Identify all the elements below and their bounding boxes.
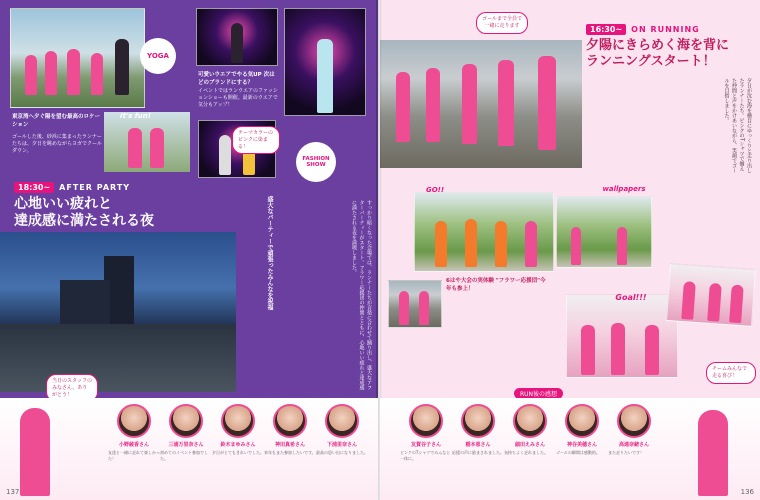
goal-photo-side	[666, 263, 756, 327]
running-tag	[586, 24, 700, 35]
staff-bubble: 当日のスタッフのみなさん、ありがとう！	[46, 374, 98, 402]
member-avatar	[461, 404, 495, 438]
fashion-photo-2	[284, 8, 366, 116]
goal-sticker: Goal!!!	[615, 292, 647, 302]
member-text: 気持ちよく走れました。	[504, 450, 548, 455]
after-party-body: すっかり暗くなった会場では、ランナーたちが音楽に合わせて踊り出し、盛大なアフターパーティーがスタート。フラワー応援団の仲間とともに、心地いい疲れと達成感に満たされる夜を満喫しました。	[351, 200, 372, 390]
fashion-caption-body: イベントではランウエアのファッションショーも開催。最新のウエアで気分もアップ！	[198, 88, 278, 108]
cheer-photo	[556, 196, 652, 268]
member-text: 来年もまた参加したいです。	[264, 450, 316, 455]
member-name: 小野綾香さん	[118, 442, 149, 448]
fashion-bubble: テーマカラーのピンクに染まる！	[232, 126, 280, 154]
party-photo	[0, 232, 236, 392]
member-avatar	[325, 404, 359, 438]
member-text: 最高の思い出になりました。	[316, 450, 368, 455]
after-party-col-heading: 盛大なパーティーで頑張ったみんなを祝福	[266, 196, 273, 310]
yoga-caption: 東京湾へ夕ぐ陽を望む最高のロケーション	[12, 114, 101, 128]
team-bubble: チームみんなで走る喜び！	[706, 362, 756, 384]
after-party-heading	[14, 196, 154, 230]
after-party-tag	[14, 182, 130, 193]
member-card	[608, 404, 660, 496]
running-photo	[380, 40, 582, 168]
member-avatar	[565, 404, 599, 438]
member-card	[556, 404, 608, 496]
goal-photo-main	[566, 294, 678, 378]
flower-team-photo	[414, 192, 554, 272]
member-avatar	[409, 404, 443, 438]
member-name: 神谷美穂さん	[566, 442, 597, 448]
fashion-caption: 可愛いウエアでやる気UP 次はどのブランドにする？	[198, 72, 275, 86]
member-text: 初めてのイベント参加でした。	[160, 450, 208, 461]
member-avatar	[513, 404, 547, 438]
member-name: 三浦万里奈さん	[168, 442, 204, 448]
yoga-caption-body: ゴールした後、砂浜に集まったランナーたちは、夕日を眺めながらヨガでクールダウン。	[12, 134, 102, 154]
member-text: 友達と一緒に走れて楽しかった！	[108, 450, 160, 461]
after-party-label: AFTER PARTY	[59, 183, 131, 192]
running-label: ON RUNNING	[631, 25, 700, 34]
run-feedback-label: RUN後の感想	[514, 388, 563, 399]
member-name: 高通奈緒さん	[618, 442, 649, 448]
member-card	[400, 404, 452, 496]
flower-caption: 6はや大会の実体験 "フラワー応援団"今年も参上！	[446, 278, 546, 292]
yoga-sticker: YOGA	[140, 38, 176, 74]
goal-together-bubble: ゴールまで全員で一緒に走ります	[476, 12, 528, 34]
staff-figure-left	[20, 408, 50, 496]
after-party-time: 18:30~	[14, 182, 54, 193]
member-text: また走りたいです！	[608, 450, 644, 455]
running-heading-line1: 夕陽にきらめく海を背に	[586, 38, 730, 53]
member-card	[212, 404, 264, 496]
member-name: 稲本恵さん	[465, 442, 491, 448]
member-avatar	[117, 404, 151, 438]
member-card	[160, 404, 212, 496]
member-name: 下浦里奈さん	[326, 442, 357, 448]
member-avatar	[221, 404, 255, 438]
member-avatar	[273, 404, 307, 438]
fashion-photo-1	[196, 8, 278, 66]
member-name: 神田真希さん	[274, 442, 305, 448]
page-number-left: 137	[6, 488, 20, 496]
pose-photo	[104, 112, 190, 172]
its-fun-label: It's fun!	[120, 112, 151, 120]
member-card	[452, 404, 504, 496]
staff-figure-right	[698, 410, 728, 496]
member-card	[108, 404, 160, 496]
member-card	[504, 404, 556, 496]
page-number-right: 136	[740, 488, 754, 496]
member-text: ピンクのTシャツでみんなと一体に。	[400, 450, 451, 461]
yoga-photo	[10, 8, 145, 108]
member-name: 細田えみさん	[514, 442, 545, 448]
go-sticker: GO!!	[425, 186, 445, 194]
member-text: 応援の声に励まされました。	[452, 450, 504, 455]
running-heading-line2: ランニングスタート！	[586, 53, 716, 69]
member-name: 鈴木まゆみさん	[220, 442, 256, 448]
member-card	[316, 404, 368, 496]
running-body: 夕日が沈む海を横目にゆっくりと走り出したランナーたち。ピンクのTシャツで揃えた仲間と声をかけあいながら、笑顔でゴールを目指しました。	[723, 78, 752, 173]
member-card	[264, 404, 316, 496]
member-text: 夕日がとてもきれいでした。	[212, 450, 264, 455]
member-avatar	[169, 404, 203, 438]
member-name: 友賀谷子さん	[410, 442, 441, 448]
member-avatar	[617, 404, 651, 438]
member-text: ゴールの瞬間は感動的。	[556, 450, 600, 455]
running-time: 16:30~	[586, 24, 626, 35]
after-party-heading-line2: 達成感に満たされる夜	[14, 212, 154, 229]
runners-photo	[388, 280, 442, 328]
fashion-sticker: FASHION SHOW	[296, 142, 336, 182]
running-heading	[586, 38, 729, 69]
after-party-heading-line1: 心地いい疲れと	[14, 196, 112, 212]
wallpapers-sticker: wallpapers	[602, 185, 646, 193]
